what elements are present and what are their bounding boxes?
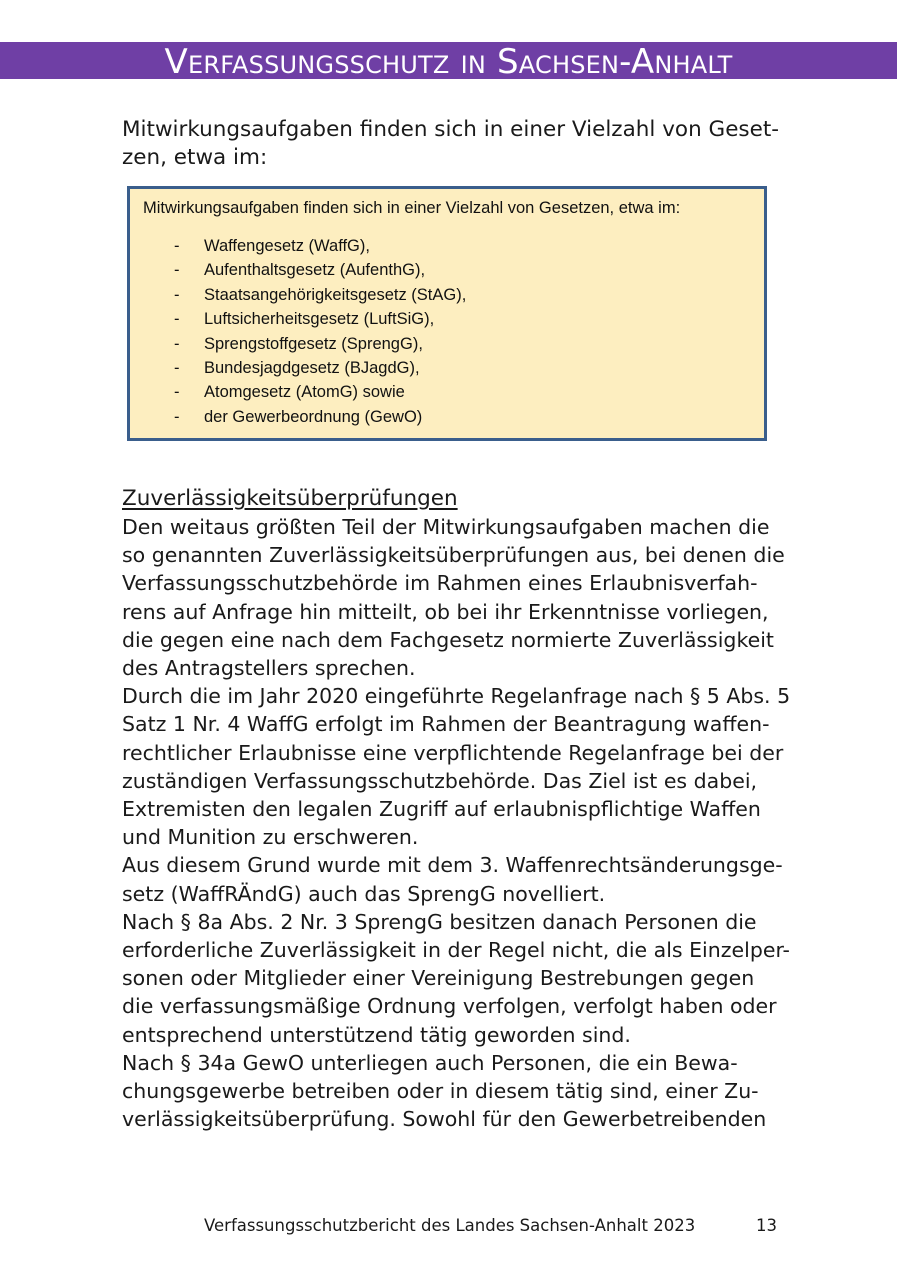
law-name: Aufenthaltsgesetz (AufenthG), bbox=[204, 261, 426, 280]
body-line: entsprechend unterstützend tätig geworden sind. bbox=[122, 1022, 631, 1047]
dash-bullet: - bbox=[174, 334, 180, 353]
body-line: und Munition zu erschweren. bbox=[122, 825, 419, 850]
law-list-lead: Mitwirkungsaufgaben finden sich in einer Vielzahl von Gesetzen, etwa im: bbox=[143, 199, 681, 217]
body-line: Durch die im Jahr 2020 eingeführte Regelanfrage nach § 5 Abs. 5 bbox=[122, 684, 791, 709]
body-line: des Antragstellers sprechen. bbox=[122, 656, 416, 681]
footer-report-title: Verfassungsschutzbericht des Landes Sachsen-Anhalt 2023 bbox=[204, 1216, 696, 1235]
law-name: Waffengesetz (WaffG), bbox=[204, 237, 370, 255]
law-name: Sprengstoffgesetz (SprengG), bbox=[204, 334, 423, 353]
body-line: Extremisten den legalen Zugriff auf erlaubnispflichtige Waffen bbox=[122, 797, 761, 822]
intro-line: Mitwirkungsaufgaben finden sich in einer Vielzahl von Geset- bbox=[122, 117, 780, 142]
dash-bullet: - bbox=[174, 310, 180, 329]
body-line: Aus diesem Grund wurde mit dem 3. Waffenrechtsänderungsge- bbox=[122, 853, 783, 878]
body-line: Nach § 8a Abs. 2 Nr. 3 SprengG besitzen danach Personen die bbox=[122, 909, 757, 934]
section-heading: Zuverlässigkeitsüberprüfungen bbox=[122, 486, 458, 511]
law-name: der Gewerbeordnung (GewO) bbox=[204, 407, 423, 426]
body-line: rens auf Anfrage hin mitteilt, ob bei ihr Erkenntnisse vorliegen, bbox=[122, 599, 769, 624]
body-line: erforderliche Zuverlässigkeit in der Regel nicht, die als Einzelper- bbox=[122, 938, 790, 963]
body-line: setz (WaffRÄndG) auch das SprengG novelliert. bbox=[122, 881, 606, 906]
law-list-box bbox=[127, 186, 767, 441]
body-line: Nach § 34a GewO unterliegen auch Personen, die ein Bewa- bbox=[122, 1050, 738, 1075]
body-line: chungsgewerbe betreiben oder in diesem tätig sind, einer Zu- bbox=[122, 1079, 759, 1104]
body-line: Verfassungsschutzbehörde im Rahmen eines Erlaubnisverfah- bbox=[122, 571, 758, 596]
body-line: rechtlicher Erlaubnisse eine verpflichtende Regelanfrage bei der bbox=[122, 740, 784, 765]
law-name: Bundesjagdgesetz (BJagdG), bbox=[204, 358, 420, 377]
body-line: so genannten Zuverlässigkeitsüberprüfungen aus, bei denen die bbox=[122, 543, 785, 568]
dash-bullet: - bbox=[174, 383, 180, 402]
dash-bullet: - bbox=[174, 407, 180, 426]
dash-bullet: - bbox=[174, 261, 180, 280]
law-name: Staatsangehörigkeitsgesetz (StAG), bbox=[204, 285, 467, 304]
body-line: Satz 1 Nr. 4 WaffG erfolgt im Rahmen der Beantragung waffen- bbox=[122, 712, 770, 737]
body-line: die gegen eine nach dem Fachgesetz normierte Zuverlässigkeit bbox=[122, 627, 774, 652]
body-line: Den weitaus größten Teil der Mitwirkungsaufgaben machen die bbox=[122, 515, 770, 539]
body-paragraphs bbox=[122, 513, 791, 1133]
dash-bullet: - bbox=[174, 285, 180, 304]
dash-bullet: - bbox=[174, 358, 180, 377]
page-number: 13 bbox=[756, 1216, 777, 1235]
page-header-title: Verfassungsschutz in Sachsen-Anhalt bbox=[164, 42, 733, 79]
law-name: Atomgesetz (AtomG) sowie bbox=[204, 383, 405, 402]
intro-line: zen, etwa im: bbox=[122, 145, 268, 170]
law-name: Luftsicherheitsgesetz (LuftSiG), bbox=[204, 310, 435, 329]
dash-bullet: - bbox=[174, 237, 180, 255]
intro-paragraph bbox=[122, 116, 780, 172]
page-header-bar bbox=[0, 42, 897, 79]
body-line: verlässigkeitsüberprüfung. Sowohl für den Gewerbetreibenden bbox=[122, 1107, 767, 1132]
body-line: zuständigen Verfassungsschutzbehörde. Das Ziel ist es dabei, bbox=[122, 768, 758, 793]
body-line: die verfassungsmäßige Ordnung verfolgen, verfolgt haben oder bbox=[122, 994, 777, 1019]
body-line: sonen oder Mitglieder einer Vereinigung Bestrebungen gegen bbox=[122, 966, 755, 991]
